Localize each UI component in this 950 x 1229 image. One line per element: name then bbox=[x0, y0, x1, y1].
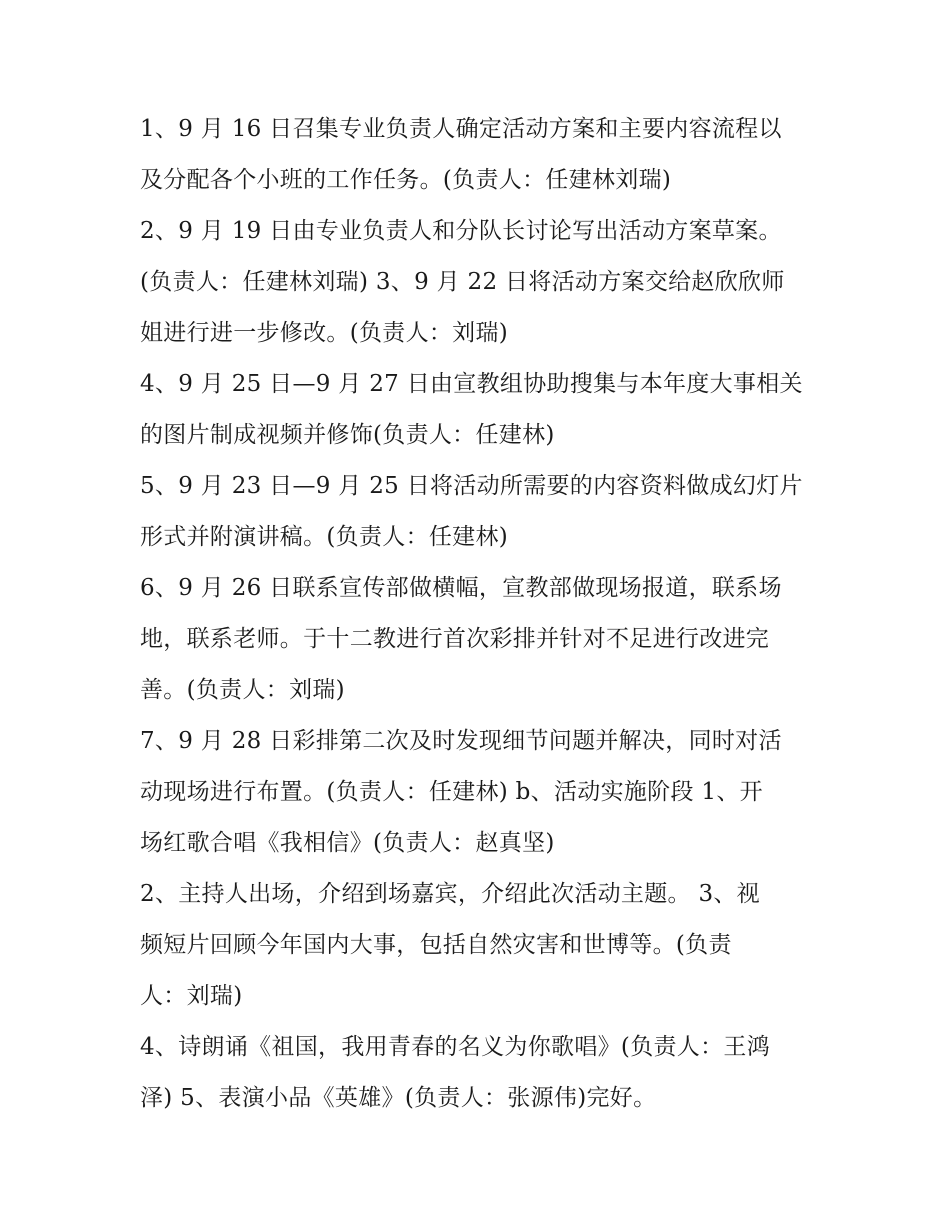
text-line: 2、主持人出场，介绍到场嘉宾，介绍此次活动主题。 3、视 bbox=[140, 881, 760, 907]
text-line: (负责人：任建林刘瑞) 3、9 月 22 日将活动方案交给赵欣欣师 bbox=[140, 269, 785, 295]
text-line: 及分配各个小班的工作任务。(负责人：任建林刘瑞) bbox=[140, 167, 672, 193]
text-line: 的图片制成视频并修饰(负责人：任建林) bbox=[140, 422, 555, 448]
text-line: 频短片回顾今年国内大事，包括自然灾害和世博等。(负责 bbox=[140, 932, 732, 958]
text-line: 姐进行进一步修改。(负责人：刘瑞) bbox=[140, 320, 509, 346]
text-line: 4、诗朗诵《祖国，我用青春的名义为你歌唱》(负责人：王鸿 bbox=[140, 1034, 771, 1060]
text-line: 1、9 月 16 日召集专业负责人确定活动方案和主要内容流程以 bbox=[140, 116, 782, 142]
text-line: 善。(负责人：刘瑞) bbox=[140, 677, 345, 703]
text-line: 2、9 月 19 日由专业负责人和分队长讨论写出活动方案草案。 bbox=[140, 218, 782, 244]
text-line: 形式并附演讲稿。(负责人：任建林) bbox=[140, 524, 509, 550]
text-line: 场红歌合唱《我相信》(负责人：赵真坚) bbox=[140, 830, 555, 856]
text-line: 5、9 月 23 日—9 月 25 日将活动所需要的内容资料做成幻灯片 bbox=[140, 473, 803, 499]
text-line: 地，联系老师。于十二教进行首次彩排并针对不足进行改进完 bbox=[140, 626, 770, 652]
text-line: 动现场进行布置。(负责人：任建林) b、活动实施阶段 1、开 bbox=[140, 779, 763, 805]
document-body bbox=[140, 104, 820, 1124]
text-line: 6、9 月 26 日联系宣传部做横幅，宣教部做现场报道，联系场 bbox=[140, 575, 782, 601]
text-line: 人：刘瑞) bbox=[140, 983, 243, 1009]
text-line: 泽) 5、表演小品《英雄》(负责人：张源伟)完好。 bbox=[140, 1085, 657, 1111]
text-line: 4、9 月 25 日—9 月 27 日由宣教组协助搜集与本年度大事相关 bbox=[140, 371, 803, 397]
text-line: 7、9 月 28 日彩排第二次及时发现细节问题并解决，同时对活 bbox=[140, 728, 782, 754]
